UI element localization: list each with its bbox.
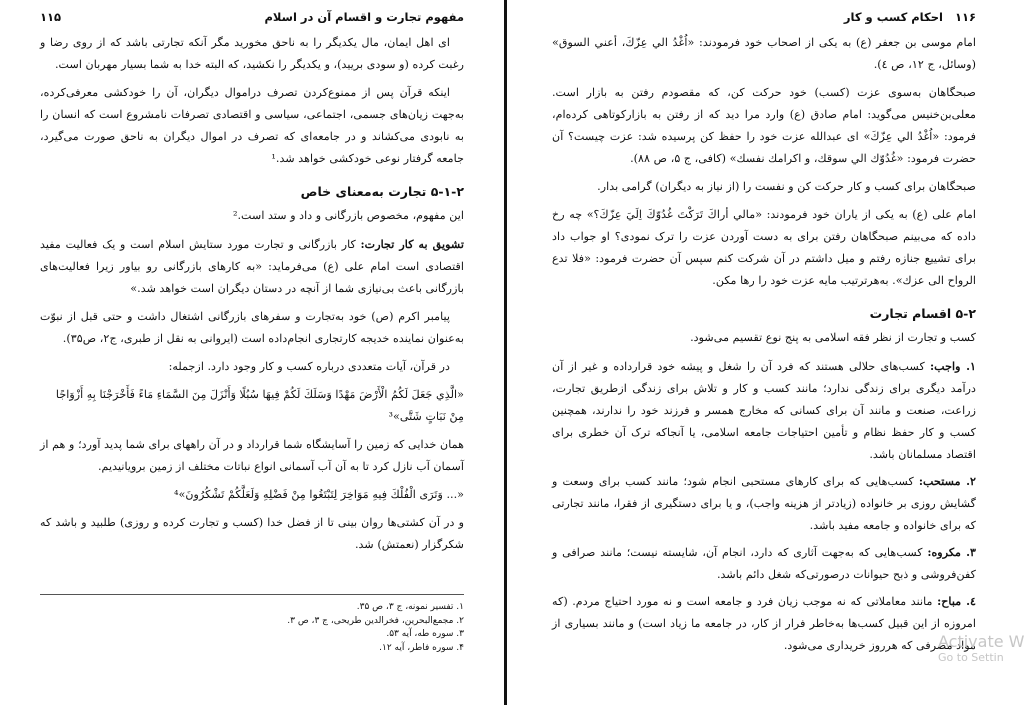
page-divider	[504, 0, 514, 705]
category-label: ۲. مستحب:	[918, 474, 976, 488]
encourage-text: کار بازرگانی و تجارت مورد ستایش اسلام است و یک فعالیت مفید اقتصادی است امام علی (ع) می‌فرماید: «به کارهای بازرگانی رو بیاور زیرا فعالیت‌های بازرگانی باعث بی‌نیازی شما از آنچه در دستان دیگران است خواهد شد.»	[40, 238, 464, 295]
list-item	[552, 355, 976, 466]
paragraph: صبحگاهان به‌سوی عزت (کسب) خود حرکت کن، که مقصودم رفتن به بازار است. معلی‌بن‌خنیس می‌گوید: امام صادق (ع) وارد مرا دید که از رفتن به بازارکوتاهی کرده‌ام، فرمود: «اُغْدُ الي عِزّكَ» ای عبدالله عزت خود را حفظ کن پرسیده شد: عزت چیست؟ آن حضرت فرمود: «غُدُوّك الي سوقك، و اكرامك نفسك» (کافی، ج ۵، ص ۸۸).	[552, 86, 976, 165]
activation-watermark	[938, 632, 1024, 664]
page-header	[552, 10, 976, 32]
category-text: کسب‌هایی که به‌جهت آثاری که دارد، انجام آن، شایسته نیست؛ مانند صرافی و کفن‌فروشی و ذبح حیوانات درصورتی‌که شغل دائم باشد.	[552, 546, 976, 581]
category-text: مانند معاملاتی که نه موجب زیان فرد و جامعه است و نه مورد احتیاج مردم. (که امروزه از این قبیل کسب‌ها به‌خاطر فرار از کار، در جامعه ما زیاد است) و مانند بسیاری از مواد مصرفی که هرروز خریداری می‌شود.	[552, 595, 976, 652]
category-label: ۱. واجب:	[930, 359, 976, 373]
paragraph: ای اهل ایمان، مال یکدیگر را به ناحق مخورید مگر آنکه تجارتی باشد که از روی رضا و رغبت کرده (و سودی بریید)، و یکدیگر را نکشید، که البته خدا به شما بسیار مهربان است.	[40, 36, 464, 71]
section-heading: ۵-۲ اقسام تجارت	[869, 306, 976, 321]
list-item	[552, 541, 976, 586]
encourage-label: تشویق به کار تجارت:	[360, 237, 464, 251]
list-item	[552, 590, 976, 657]
footnote: ۴. سوره فاطر، آیه ۱۲.	[379, 642, 464, 653]
page-header	[40, 10, 464, 32]
paragraph: صبحگاهان برای کسب و کار حرکت کن و نفست را (از نیاز به دیگران) گرامی بدار.	[597, 180, 976, 193]
left-page	[0, 0, 504, 705]
footnote: ۳. سوره طه، آیه ۵۳.	[386, 629, 464, 639]
section-heading: ۵-۱-۲ تجارت به‌معنای خاص	[300, 184, 464, 199]
footnote: ۲. مجمع‌البحرین، فخرالدین طریحی، ج ۳، ص ۳.	[287, 615, 464, 626]
quran-verse-1: «الَّذِي جَعَلَ لَكُمُ الْأَرْضَ مَهْدًا وَسَلَكَ لَكُمْ فِيهَا سُبُلًا وَأَنْزَلَ مِنَ السَّمَاءِ مَاءً فَأَخْرَجْنَا بِهِ أَزْوَاجًا مِنْ نَبَاتٍ شَتَّى»³	[55, 388, 464, 423]
running-title: احکام کسب و کار	[843, 10, 943, 24]
encourage-paragraph	[40, 233, 464, 300]
section-intro: این مفهوم، مخصوص بازرگانی و داد و ستد است.²	[232, 209, 464, 222]
quran-verse-2: «... وَتَرَى الْفُلْكَ فِيهِ مَوَاخِرَ لِتَبْتَغُوا مِنْ فَضْلِهِ وَلَعَلَّكُمْ تَشْكُرُونَ»⁴	[174, 488, 464, 501]
verse-2-translation: و در آن کشتی‌ها روان بینی تا از فضل خدا (کسب و تجارت کرده و روزی) طلبید و باشد که شکرگزار (نعمتش) شد.	[40, 516, 464, 551]
paragraph: امام علی (ع) به یکی از یاران خود فرمودند: «مالي أراكَ تَرَكْتَ غُدُوّكَ اِلَيَ عِزّكَ؟» چه رخ داده که می‌بینم صبحگاهان رفتن برای به دست آوردن عزت را ترک نمودی؟ او جواب داد برای تشییع جنازه رفتم و میل داشتم در آن شرکت کنم سپس آن حضرت فرمود: «فلا تدع الرواح الی عزك». به‌هرترتیب مایه عزت خود را رها مکن.	[552, 208, 976, 287]
category-label: ٤. مباح:	[937, 594, 976, 608]
section-intro: کسب و تجارت از نظر فقه اسلامی به پنج نوع تقسیم می‌شود.	[690, 331, 976, 344]
running-title: مفهوم تجارت و اقسام آن در اسلام	[264, 10, 464, 24]
paragraph: اینکه قرآن پس از ممنوع‌کردن تصرف دراموال دیگران، آن را خودکشی معرفی‌کرده، به‌جهت زیان‌های جسمی، اجتماعی، سیاسی و اقتصادی تصرفات نامشروع است که انسان را به نابودی می‌کشاند و در جامعه‌ای که تصرف در اموال دیگران به ناحق صورت می‌گیرد، جامعه گرفتار نوعی خودکشی خواهد شد.¹	[40, 86, 464, 165]
page-number: ۱۱۶	[954, 10, 976, 24]
paragraph: امام موسی بن جعفر (ع) به یکی از اصحاب خود فرمودند: «اُغْدُ الي عِزّكَ، أعني السوق» (وسائل، ج ۱۲، ص ٤).	[552, 36, 976, 71]
category-label: ۳. مکروه:	[927, 545, 976, 559]
verse-1-translation: همان خدایی که زمین را آسایشگاه شما قرارداد و در آن راههای برای شما پدید آورد؛ و هم از آسمان آب نازل کرد تا به آن آب آسمانی انواع نباتات مختلف از زمین برویانیدیم.	[40, 438, 464, 473]
watermark-line: Activate W	[938, 632, 1024, 651]
list-item	[552, 470, 976, 537]
prophet-paragraph: پیامبر اکرم (ص) خود به‌تجارت و سفرهای بازرگانی اشتغال داشت و حتی قبل از نبوّت به‌عنوان نماینده خدیجه کارتجاری انجام‌داده است (ایروانی به نقل از طبری، ج۲، ص۳۵).	[40, 310, 464, 345]
right-page	[514, 0, 1024, 705]
footnotes	[40, 594, 464, 655]
verses-intro: در قرآن، آیات متعددی درباره کسب و کار وجود دارد. ازجمله:	[168, 360, 450, 373]
page-title-group	[844, 10, 976, 24]
page-number: ۱۱۵	[40, 10, 62, 24]
category-text: کسب‌هایی که برای کارهای مستحبی انجام شود؛ مانند کسب برای وسعت و گشایش روزی بر خانواده (زیادتر از هزینه واجب)، و یا برای دستگیری از فقرا، مانند تجارتی که برای خانواده و جامعه مفید باشد.	[552, 475, 976, 532]
category-text: کسب‌های حلالی هستند که فرد آن را شغل و پیشه خود قرارداده و غیر از آن درآمد دیگری برای زندگی ندارد؛ مانند کسب و کار و تلاش برای زندگی ازطریق تجارت، زراعت، صنعت و مانند آن برای کسانی که مخارج همسر و فرزند خود را ندارند، همچنین کسب و کار حفظ نظام و تأمین احتیاجات جامعه اسلامی، یا آنجاکه ترک آن خطری برای اقتصاد مسلمانان باشد.	[552, 360, 976, 461]
footnote: ۱. تفسیر نمونه، ج ۳، ص ۳۵.	[356, 602, 464, 612]
watermark-line: Go to Settin	[938, 651, 1004, 664]
